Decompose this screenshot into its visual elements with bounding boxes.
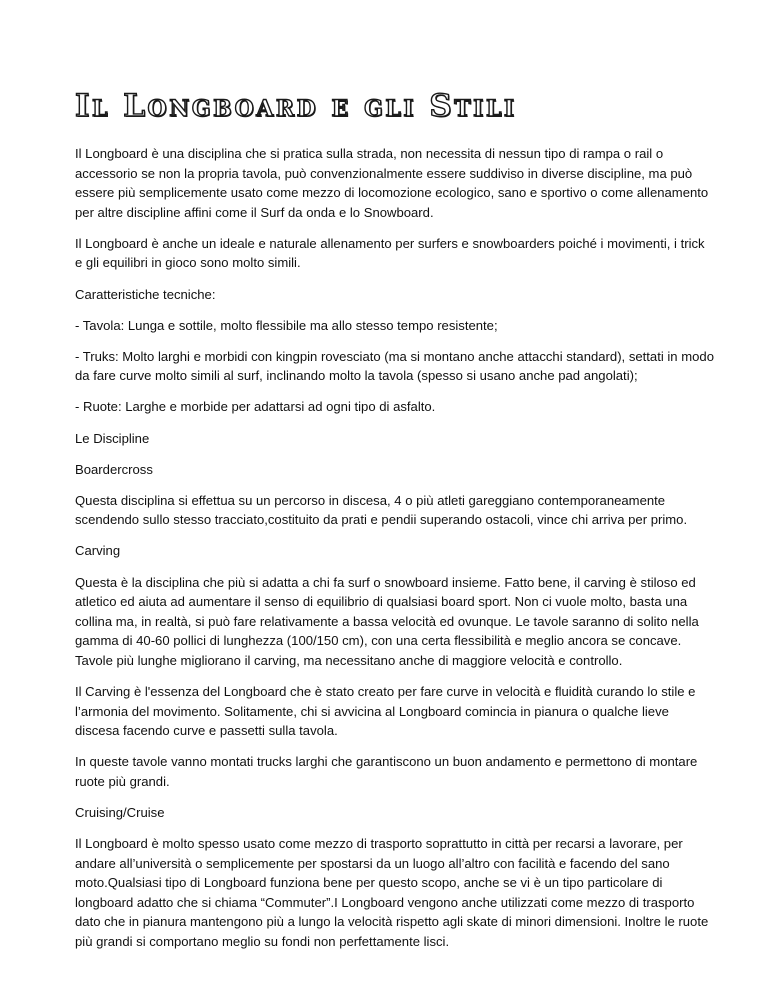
paragraph-boardercross: Questa disciplina si effettua su un percorso in discesa, 4 o più atleti gareggiano contemporaneamente scendendo sullo stesso tracciato,costituito da prati e pendii superando ostacoli, vince chi arriva per primo. <box>75 492 688 528</box>
heading-carving: Carving <box>75 543 121 559</box>
paragraph-intro: Il Longboard è una disciplina che si pratica sulla strada, non necessita di nessun tipo di rampa o rail o accessorio se non la propria tavola, può convenzionalmente essere suddiviso in diverse discipline, ma può essere più semplicemente usato come mezzo di locomozione ecologico, sano e sportivo o come allenamento per altre discipline affini come il Surf da onda e lo Snowboard. <box>75 146 709 220</box>
paragraph-carving-1: Questa è la disciplina che più si adatta a chi fa surf o snowboard insieme. Fatto bene, il carving è stiloso ed atletico ed aiuta ad aumentare il senso di equilibrio di qualsiasi board sport. Non ci vuole molto, basta una collina ma, in realtà, si può fare relativamente a bassa velocità ed ovunque. Le tavole saranno di solito nella gamma di 40-60 pollici di lunghezza (100/150 cm), con una certa flessibilità e meglio ancora se concave. Tavole più lunghe migliorano il carving, ma necessitano anche di maggiore velocità e controllo. <box>75 574 699 668</box>
document-title: Il Longboard e gli Stili <box>75 88 517 124</box>
document-page <box>75 88 715 963</box>
paragraph-training: Il Longboard è anche un ideale e naturale allenamento per surfers e snowboarders poiché i movimenti, i trick e gli equilibri in gioco sono molto simili. <box>75 235 705 271</box>
paragraph-cruising: Il Longboard è molto spesso usato come mezzo di trasporto soprattutto in città per recarsi a lavorare, per andare all’università o semplicemente per spostarsi da un luogo all’altro con facilità e facendo del sano moto.Qualsiasi tipo di Longboard funziona bene per questo scopo, anche se vi è un tipo particolare di longboard adatto che si chiama “Commuter”.I Longboard vengono anche utilizzati come mezzo di trasporto dato che in pianura mantengono più a lungo la velocità rispetto agli skate di minori dimensioni. Inoltre le ruote più grandi si comportano meglio su fondi non perfettamente lisci. <box>75 836 709 949</box>
heading-boardercross: Boardercross <box>75 461 153 477</box>
paragraph-carving-2: Il Carving è l'essenza del Longboard che è stato creato per fare curve in velocità e fluidità curando lo stile e l’armonia del movimento. Solitamente, chi si avvicina al Longboard comincia in pianura o qualche lieve discesa facendo curve e passetti sulla tavola. <box>75 683 696 739</box>
heading-technical-features: Caratteristiche tecniche: <box>75 286 216 302</box>
list-item-board: - Tavola: Lunga e sottile, molto flessibile ma allo stesso tempo resistente; <box>75 317 498 333</box>
paragraph-carving-3: In queste tavole vanno montati trucks larghi che garantiscono un buon andamento e permettono di montare ruote più grandi. <box>75 754 698 789</box>
list-item-trucks: - Truks: Molto larghi e morbidi con kingpin rovesciato (ma si montano anche attacchi standard), settati in modo da fare curve molto simili al surf, inclinando molto la tavola (spesso si usano anche pad angolati); <box>75 348 714 384</box>
heading-cruising: Cruising/Cruise <box>75 804 165 820</box>
heading-disciplines: Le Discipline <box>75 430 150 446</box>
list-item-wheels: - Ruote: Larghe e morbide per adattarsi ad ogni tipo di asfalto. <box>75 399 436 415</box>
